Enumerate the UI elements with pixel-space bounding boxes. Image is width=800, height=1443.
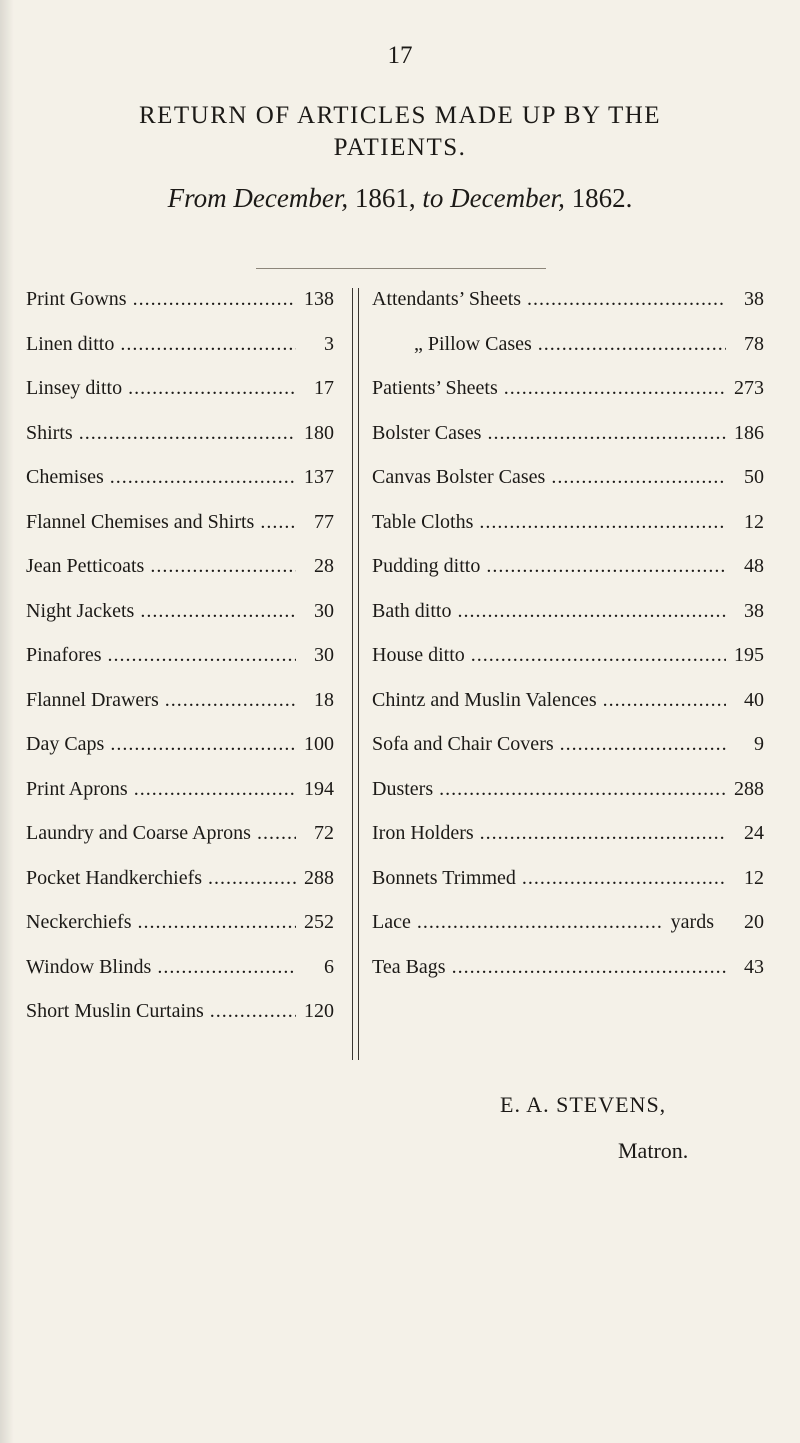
item-count: 20	[744, 911, 764, 933]
page-title	[0, 100, 800, 164]
list-item	[372, 555, 764, 600]
item-count: 78	[744, 332, 764, 355]
item-label: Flannel Chemises and Shirts .....	[26, 511, 296, 534]
item-label: Bolster Cases .....	[372, 422, 726, 445]
title-line-2: PATIENTS.	[333, 134, 467, 161]
list-item	[372, 778, 764, 823]
item-label: Night Jackets .....	[26, 600, 296, 623]
list-item	[372, 733, 764, 778]
title-line-1: RETURN OF ARTICLES MADE UP BY THE	[138, 102, 662, 129]
list-item	[372, 644, 764, 689]
item-count: 273	[734, 377, 764, 399]
item-count: 12	[744, 866, 764, 889]
item-label: House ditto .....	[372, 644, 726, 667]
list-item	[372, 822, 764, 867]
list-item	[26, 644, 334, 689]
item-count: 18	[314, 688, 334, 711]
item-label: Iron Holders .....	[372, 822, 726, 845]
item-label: Flannel Drawers .....	[26, 689, 296, 712]
list-item	[26, 778, 334, 823]
list-item	[372, 422, 764, 467]
item-count: 30	[314, 644, 334, 666]
item-count: 30	[314, 599, 334, 622]
list-item	[372, 867, 764, 912]
list-item	[26, 422, 334, 467]
item-count: 50	[744, 466, 764, 488]
item-count: 120	[304, 1000, 334, 1022]
item-label: Sofa and Chair Covers .....	[372, 733, 726, 756]
list-item	[26, 600, 334, 645]
item-count: 180	[304, 421, 334, 444]
item-count: 48	[744, 555, 764, 577]
subtitle-from: From	[167, 183, 227, 213]
list-item	[372, 333, 764, 378]
list-item	[26, 466, 334, 511]
list-item	[26, 377, 334, 422]
item-count: 194	[304, 777, 334, 800]
item-label: Chintz and Muslin Valences .....	[372, 689, 726, 712]
item-label: Window Blinds .....	[26, 956, 296, 979]
subtitle-end-year: 1862.	[571, 183, 633, 213]
item-count: 12	[744, 510, 764, 533]
list-item	[26, 288, 334, 333]
right-column	[372, 288, 764, 1000]
item-label: „ Pillow Cases .....	[372, 333, 726, 356]
item-count: 3	[324, 332, 334, 355]
item-label: Dusters .....	[372, 778, 726, 801]
list-item	[372, 377, 764, 422]
list-item	[372, 689, 764, 734]
item-label: Linen ditto .....	[26, 333, 296, 356]
item-label: Laundry and Coarse Aprons .....	[26, 822, 296, 845]
list-item	[26, 911, 334, 956]
list-item	[372, 911, 764, 956]
item-label: Jean Petticoats .....	[26, 555, 296, 578]
list-item	[26, 1000, 334, 1045]
item-label: Bath ditto .....	[372, 600, 726, 623]
item-count: 288	[734, 777, 764, 800]
item-label: Day Caps .....	[26, 733, 296, 756]
item-label: Bonnets Trimmed .....	[372, 867, 726, 890]
item-count: 186	[734, 421, 764, 444]
subtitle-to: to	[422, 183, 444, 213]
item-count: 38	[744, 599, 764, 622]
date-range-subtitle	[0, 183, 800, 214]
subtitle-start-month: December,	[233, 183, 349, 213]
list-item	[26, 956, 334, 1001]
item-label: Lace .....	[372, 911, 663, 934]
item-label: Shirts .....	[26, 422, 296, 445]
item-count: 9	[754, 733, 764, 755]
item-label: Print Aprons .....	[26, 778, 296, 801]
list-item	[372, 600, 764, 645]
list-item	[372, 511, 764, 556]
list-item	[26, 555, 334, 600]
list-item	[372, 288, 764, 333]
subtitle-end-month: December,	[450, 183, 565, 213]
list-item	[26, 689, 334, 734]
item-label: Neckerchiefs .....	[26, 911, 296, 934]
item-count: 28	[314, 555, 334, 577]
item-label: Pudding ditto .....	[372, 555, 726, 578]
list-item	[26, 822, 334, 867]
subtitle-start-year: 1861,	[354, 183, 416, 213]
item-count: 195	[734, 644, 764, 666]
left-column	[26, 288, 334, 1045]
item-label: Tea Bags .....	[372, 956, 726, 979]
list-item	[372, 466, 764, 511]
item-count: 288	[304, 866, 334, 889]
item-count: 40	[744, 688, 764, 711]
item-label: Pinafores .....	[26, 644, 296, 667]
item-label: Print Gowns .....	[26, 288, 296, 311]
item-label: Attendants’ Sheets .....	[372, 288, 726, 311]
item-unit: yards	[670, 911, 714, 933]
item-count: 252	[304, 911, 334, 933]
item-label: Short Muslin Curtains .....	[26, 1000, 296, 1023]
title-rule	[256, 268, 546, 269]
item-label: Table Cloths .....	[372, 511, 726, 534]
list-item	[26, 333, 334, 378]
item-count: 77	[314, 510, 334, 533]
column-divider	[352, 288, 359, 1060]
list-item	[372, 956, 764, 1001]
item-label: Linsey ditto .....	[26, 377, 296, 400]
item-count: 43	[744, 955, 764, 978]
item-count: 38	[744, 288, 764, 310]
item-count: 6	[324, 955, 334, 978]
item-label: Pocket Handkerchiefs .....	[26, 867, 296, 890]
item-label: Chemises .....	[26, 466, 296, 489]
list-item	[26, 867, 334, 912]
item-label: Patients’ Sheets .....	[372, 377, 726, 400]
item-label: Canvas Bolster Cases .....	[372, 466, 726, 489]
signature-title: Matron.	[618, 1138, 689, 1163]
signature-name: E. A. STEVENS,	[500, 1092, 667, 1117]
page-edge-shadow	[0, 0, 14, 1443]
item-count: 138	[304, 288, 334, 310]
item-count: 100	[304, 733, 334, 755]
item-count: 137	[304, 466, 334, 488]
item-count: 24	[744, 822, 764, 844]
list-item	[26, 733, 334, 778]
item-count: 72	[314, 822, 334, 844]
item-count: 17	[314, 377, 334, 399]
list-item	[26, 511, 334, 556]
page-number: 17	[387, 42, 413, 69]
